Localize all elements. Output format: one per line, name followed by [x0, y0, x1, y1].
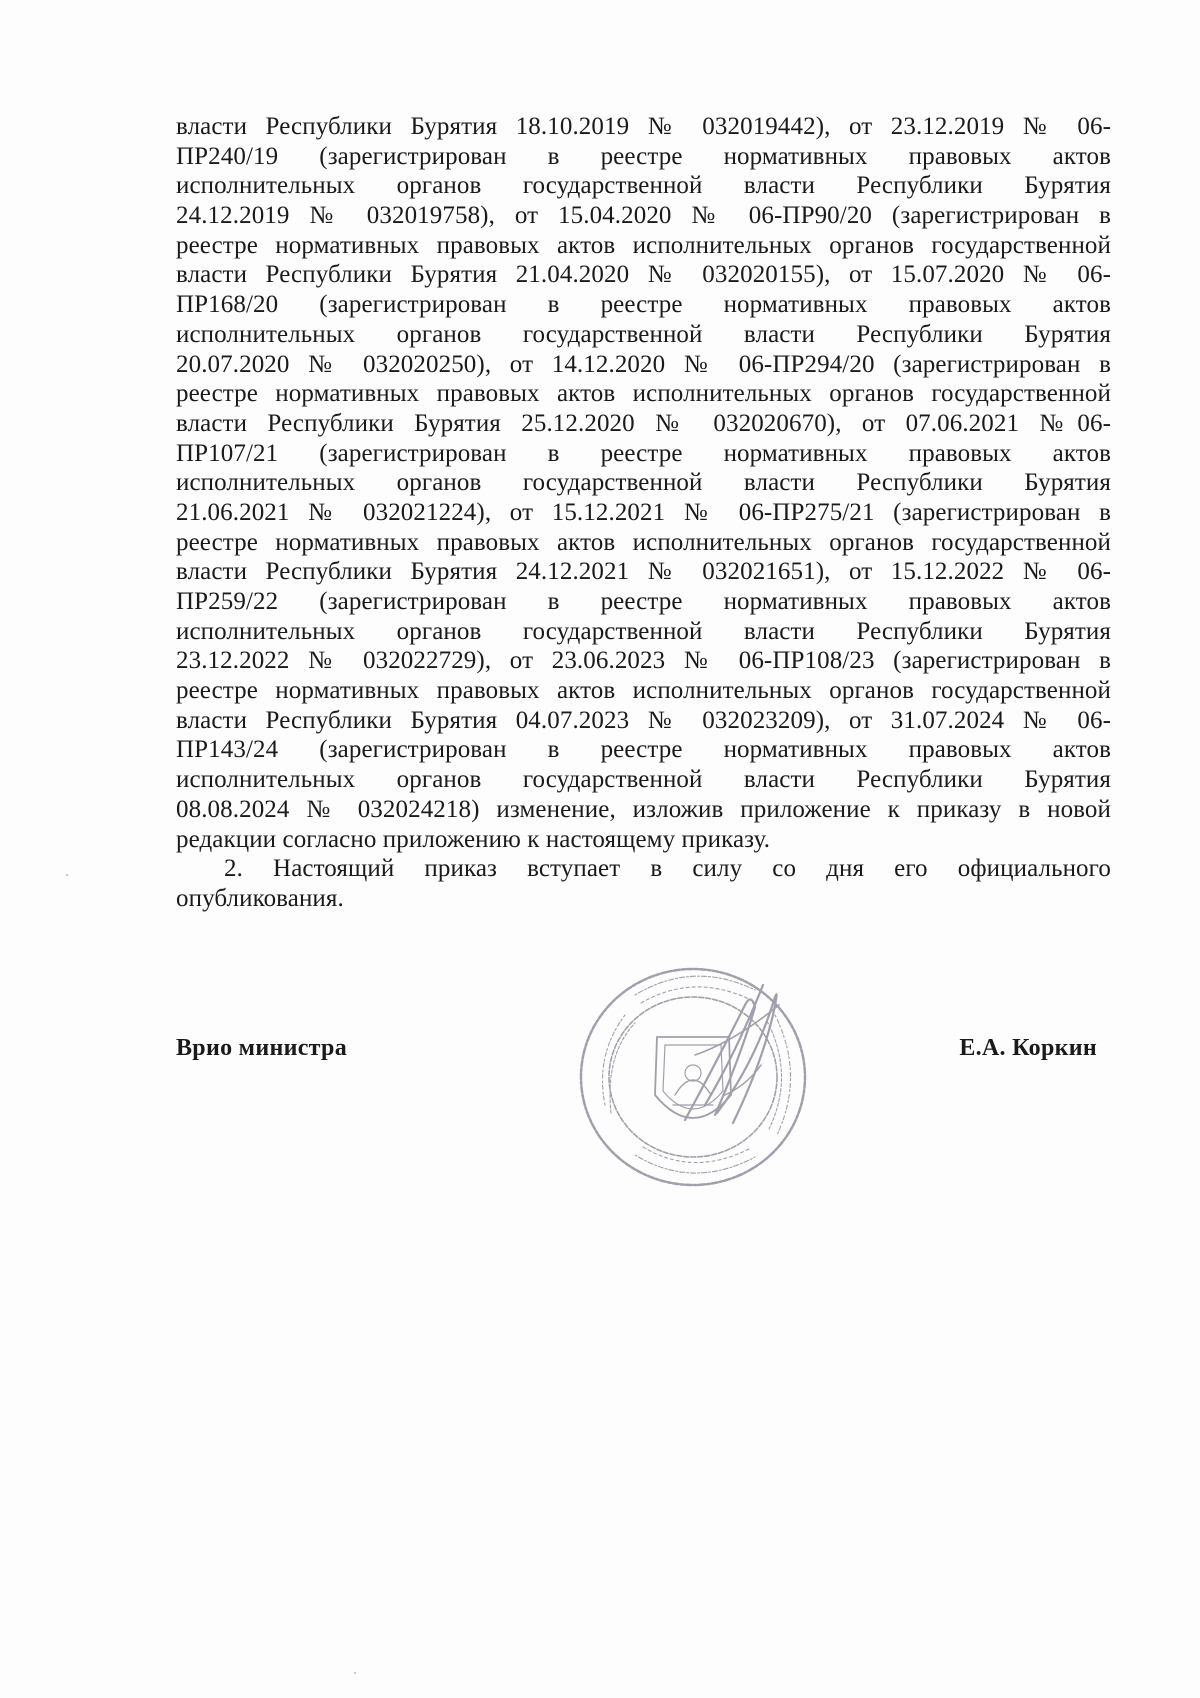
- body-line-18: исполнительных органов государственной власти Республики Бурятия: [176, 617, 1111, 645]
- body-line-11: власти Республики Бурятия 25.12.2020 № 032020670), от 07.06.2021 №06-: [176, 409, 1111, 437]
- seal-outer-ring: [581, 969, 805, 1185]
- body-line-24: 08.08.2024 № 032024218) изменение, изложив приложение к приказу в новой: [176, 795, 1111, 823]
- body-line-13: исполнительных органов государственной власти Республики Бурятия: [176, 469, 1111, 497]
- body-line-17: ПР259/22 (зарегистрирован в реестре нормативных правовых актов: [176, 588, 1111, 615]
- paragraph-2-line-1: 2. Настоящий приказ вступает в силу со дня его официального: [224, 855, 1111, 883]
- signatory-position: Врио министра: [176, 1035, 347, 1061]
- body-line-25: редакции согласно приложению к настоящему приказу.: [176, 825, 771, 853]
- signature-block: [176, 1035, 1111, 1075]
- scan-speck: [66, 874, 68, 876]
- scan-speck: [354, 1672, 356, 1674]
- body-line-15: реестре нормативных правовых актов исполнительных органов государственной: [176, 528, 1111, 556]
- body-line-8: исполнительных органов государственной власти Республики Бурятия: [176, 320, 1111, 348]
- body-line-20: реестре нормативных правовых актов исполнительных органов государственной: [176, 677, 1111, 705]
- body-line-6: власти Республики Бурятия 21.04.2020 № 032020155), от 15.07.2020 № 06-: [176, 261, 1111, 289]
- paragraph-2-line-2: опубликования.: [176, 884, 344, 912]
- body-line-5: реестре нормативных правовых актов исполнительных органов государственной: [176, 231, 1111, 259]
- body-line-4: 24.12.2019 № 032019758), от 15.04.2020 № 06-ПР90/20 (зарегистрирован в: [176, 202, 1111, 230]
- body-line-19: 23.12.2022 № 032022729), от 23.06.2023 № 06-ПР108/23 (зарегистрирован в: [176, 647, 1111, 675]
- body-line-3: исполнительных органов государственной власти Республики Бурятия: [176, 172, 1111, 200]
- document-body: [176, 112, 1111, 914]
- body-line-1: власти Республики Бурятия 18.10.2019 № 032019442), от 23.12.2019 № 06-: [176, 113, 1111, 140]
- body-line-23: исполнительных органов государственной власти Республики Бурятия: [176, 766, 1111, 794]
- body-line-2: ПР240/19 (зарегистрирован в реестре нормативных правовых актов: [176, 142, 1111, 170]
- body-line-10: реестре нормативных правовых актов исполнительных органов государственной: [176, 380, 1111, 408]
- signatory-name: Е.А. Коркин: [959, 1035, 1097, 1061]
- body-line-7: ПР168/20 (зарегистрирован в реестре нормативных правовых актов: [176, 291, 1111, 319]
- body-line-22: ПР143/24 (зарегистрирован в реестре нормативных правовых актов: [176, 736, 1111, 764]
- body-line-9: 20.07.2020 № 032020250), от 14.12.2020 № 06-ПР294/20 (зарегистрирован в: [176, 350, 1111, 378]
- body-line-12: ПР107/21 (зарегистрирован в реестре нормативных правовых актов: [176, 439, 1111, 467]
- body-line-21: власти Республики Бурятия 04.07.2023 № 032023209), от 31.07.2024 № 06-: [176, 706, 1111, 734]
- body-line-16: власти Республики Бурятия 24.12.2021 № 032021651), от 15.12.2022 № 06-: [176, 558, 1111, 586]
- body-line-14: 21.06.2021 № 032021224), от 15.12.2021 № 06-ПР275/21 (зарегистрирован в: [176, 498, 1111, 526]
